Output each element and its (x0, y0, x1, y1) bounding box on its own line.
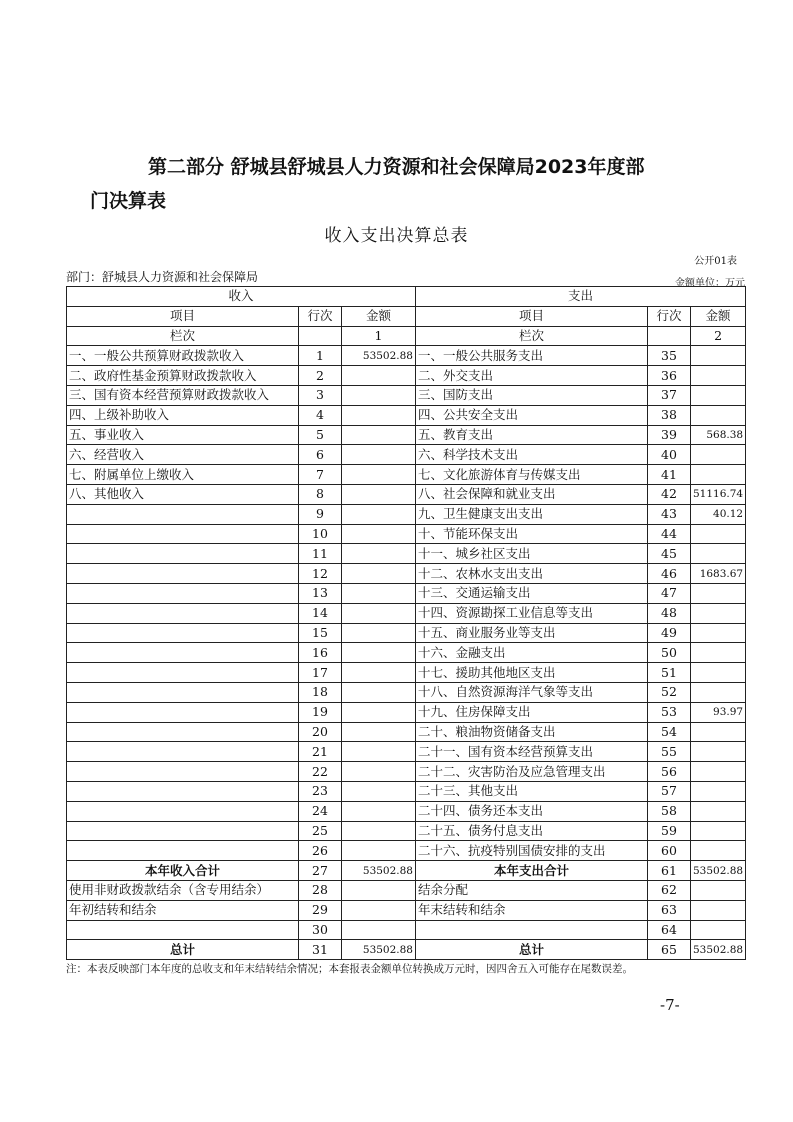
table-row (67, 643, 746, 663)
income-item (67, 762, 299, 782)
income-row-number: 22 (299, 762, 342, 782)
income-row-number: 14 (299, 603, 342, 623)
expense-item: 九、卫生健康支出支出 (416, 504, 648, 524)
income-item (67, 643, 299, 663)
expense-item: 二十六、抗疫特别国债安排的支出 (416, 841, 648, 861)
expense-item: 十七、援助其他地区支出 (416, 663, 648, 683)
expense-amount (691, 623, 746, 643)
income-amount (342, 385, 416, 405)
income-column-index: 1 (342, 326, 416, 346)
empty-cell (691, 880, 746, 900)
table-row (67, 504, 746, 524)
expense-row-number: 49 (648, 623, 691, 643)
table-row (67, 484, 746, 504)
expense-row-number: 53 (648, 702, 691, 722)
income-amount (342, 623, 416, 643)
expense-row-number: 38 (648, 405, 691, 425)
income-row-number: 6 (299, 445, 342, 465)
empty-cell (691, 900, 746, 920)
income-row-number: 2 (299, 366, 342, 386)
table-body (67, 346, 746, 861)
income-amount (342, 643, 416, 663)
income-row-number: 10 (299, 524, 342, 544)
expense-item: 二十四、债务还本支出 (416, 801, 648, 821)
expense-item: 二、外交支出 (416, 366, 648, 386)
income-row-number: 4 (299, 405, 342, 425)
income-row-number: 12 (299, 564, 342, 584)
income-amount (342, 524, 416, 544)
row-number: 29 (299, 900, 342, 920)
expense-amount (691, 366, 746, 386)
income-row-number: 11 (299, 544, 342, 564)
income-amount (342, 781, 416, 801)
income-item (67, 524, 299, 544)
expense-row-number: 58 (648, 801, 691, 821)
expense-item: 十八、自然资源海洋气象等支出 (416, 682, 648, 702)
document-title (90, 150, 720, 218)
table-row (67, 900, 746, 920)
income-amount (342, 564, 416, 584)
expense-item-header: 项目 (416, 306, 648, 326)
expense-amount (691, 742, 746, 762)
income-row-number: 21 (299, 742, 342, 762)
expense-column-index: 2 (691, 326, 746, 346)
income-item (67, 821, 299, 841)
year-expense-total-no: 61 (648, 861, 691, 881)
income-amount (342, 702, 416, 722)
income-row-number: 20 (299, 722, 342, 742)
expense-amount: 1683.67 (691, 564, 746, 584)
income-item (67, 663, 299, 683)
income-item: 二、政府性基金预算财政拨款收入 (67, 366, 299, 386)
year-income-total-amount: 53502.88 (342, 861, 416, 881)
expense-item: 二十、粮油物资储备支出 (416, 722, 648, 742)
expense-amount (691, 781, 746, 801)
year-income-total-no: 27 (299, 861, 342, 881)
expense-item: 十、节能环保支出 (416, 524, 648, 544)
income-item (67, 504, 299, 524)
income-row-number: 25 (299, 821, 342, 841)
grand-total-income-no: 31 (299, 940, 342, 960)
title-line-1: 第二部分 舒城县舒城县人力资源和社会保障局2023年度部 (148, 156, 645, 178)
expense-item: 五、教育支出 (416, 425, 648, 445)
header-row-column-index (67, 326, 746, 346)
expense-amount: 93.97 (691, 702, 746, 722)
empty-cell (342, 880, 416, 900)
income-row-number: 3 (299, 385, 342, 405)
income-amount-header: 金额 (342, 306, 416, 326)
expense-item: 十三、交通运输支出 (416, 583, 648, 603)
expense-item: 二十二、灾害防治及应急管理支出 (416, 762, 648, 782)
footnote: 注：本表反映部门本年度的总收支和年末结转结余情况；本套报表金额单位转换成万元时，因四舍五入可能存在尾数误差。 (66, 963, 633, 975)
table-row (67, 880, 746, 900)
income-amount (342, 504, 416, 524)
expense-item: 一、一般公共服务支出 (416, 346, 648, 366)
income-item: 六、经营收入 (67, 445, 299, 465)
row-number: 62 (648, 880, 691, 900)
grand-total-expense-no: 65 (648, 940, 691, 960)
table-row (67, 524, 746, 544)
table-row (67, 465, 746, 485)
income-row-number: 17 (299, 663, 342, 683)
income-row-number: 8 (299, 484, 342, 504)
income-row-number: 26 (299, 841, 342, 861)
expense-item: 十四、资源勘探工业信息等支出 (416, 603, 648, 623)
table-row (67, 346, 746, 366)
expense-amount (691, 682, 746, 702)
income-item (67, 583, 299, 603)
expense-row-number: 51 (648, 663, 691, 683)
expense-amount (691, 841, 746, 861)
income-item (67, 682, 299, 702)
table-row (67, 722, 746, 742)
income-amount (342, 801, 416, 821)
income-header: 收入 (67, 287, 416, 307)
table-row (67, 742, 746, 762)
empty-cell (416, 920, 648, 940)
table-row (67, 623, 746, 643)
income-amount (342, 366, 416, 386)
income-amount (342, 405, 416, 425)
expense-amount (691, 385, 746, 405)
expense-amount (691, 445, 746, 465)
income-amount (342, 465, 416, 485)
income-item (67, 722, 299, 742)
closing-balance-label: 年末结转和结余 (416, 900, 648, 920)
income-amount (342, 821, 416, 841)
income-row-number: 16 (299, 643, 342, 663)
grand-total-expense-amount: 53502.88 (691, 940, 746, 960)
expense-item: 十六、金融支出 (416, 643, 648, 663)
unit-label: 金额单位：万元 (675, 278, 745, 289)
expense-amount (691, 583, 746, 603)
expense-amount (691, 524, 746, 544)
expense-amount (691, 663, 746, 683)
income-item: 四、上级补助收入 (67, 405, 299, 425)
income-row-number: 5 (299, 425, 342, 445)
income-item: 一、一般公共预算财政拨款收入 (67, 346, 299, 366)
grand-total-income-amount: 53502.88 (342, 940, 416, 960)
expense-header: 支出 (416, 287, 746, 307)
expense-row-number: 40 (648, 445, 691, 465)
expense-item: 二十一、国有资本经营预算支出 (416, 742, 648, 762)
table-row (67, 821, 746, 841)
table-row (67, 366, 746, 386)
income-amount (342, 841, 416, 861)
table-row (67, 603, 746, 623)
income-item (67, 623, 299, 643)
grand-total-income-label: 总计 (67, 940, 299, 960)
income-item (67, 702, 299, 722)
grand-total-row (67, 940, 746, 960)
table-row (67, 762, 746, 782)
income-row-number: 19 (299, 702, 342, 722)
expense-amount: 568.38 (691, 425, 746, 445)
expense-row-number: 60 (648, 841, 691, 861)
empty-cell (691, 920, 746, 940)
table-title: 收入支出决算总表 (324, 226, 469, 246)
expense-row-number: 46 (648, 564, 691, 584)
expense-row-number: 48 (648, 603, 691, 623)
department-label: 部门：舒城县人力资源和社会保障局 (66, 270, 259, 284)
expense-row-number: 37 (648, 385, 691, 405)
row-number: 30 (299, 920, 342, 940)
expense-amount-header: 金额 (691, 306, 746, 326)
income-item (67, 544, 299, 564)
income-item: 五、事业收入 (67, 425, 299, 445)
expense-row-number: 36 (648, 366, 691, 386)
expense-row-number: 54 (648, 722, 691, 742)
expense-column-label: 栏次 (416, 326, 648, 346)
expense-row-number: 47 (648, 583, 691, 603)
empty-cell (342, 900, 416, 920)
table-row (67, 781, 746, 801)
empty-cell (342, 920, 416, 940)
table-row (67, 841, 746, 861)
income-item (67, 603, 299, 623)
expense-row-header: 行次 (648, 306, 691, 326)
expense-amount (691, 405, 746, 425)
expense-amount: 40.12 (691, 504, 746, 524)
expense-item: 八、社会保障和就业支出 (416, 484, 648, 504)
expense-item: 四、公共安全支出 (416, 405, 648, 425)
income-row-number: 24 (299, 801, 342, 821)
income-row-number: 1 (299, 346, 342, 366)
income-amount: 53502.88 (342, 346, 416, 366)
income-row-number: 15 (299, 623, 342, 643)
table-row (67, 801, 746, 821)
income-row-number: 23 (299, 781, 342, 801)
income-row-header: 行次 (299, 306, 342, 326)
year-income-total-label: 本年收入合计 (67, 861, 299, 881)
income-row-number: 7 (299, 465, 342, 485)
income-row-number: 18 (299, 682, 342, 702)
header-row-columns (67, 306, 746, 326)
expense-item: 七、文化旅游体育与传媒支出 (416, 465, 648, 485)
page-number: -7- (660, 996, 680, 1014)
row-number: 63 (648, 900, 691, 920)
expense-item: 十五、商业服务业等支出 (416, 623, 648, 643)
expense-row-number: 43 (648, 504, 691, 524)
opening-balance-label: 年初结转和结余 (67, 900, 299, 920)
table-row (67, 564, 746, 584)
expense-amount (691, 643, 746, 663)
empty-cell (648, 326, 691, 346)
non-fiscal-balance-label: 使用非财政拨款结余（含专用结余） (67, 880, 299, 900)
income-item: 三、国有资本经营预算财政拨款收入 (67, 385, 299, 405)
expense-amount (691, 821, 746, 841)
table-row (67, 385, 746, 405)
expense-amount (691, 801, 746, 821)
expense-row-number: 42 (648, 484, 691, 504)
income-amount (342, 682, 416, 702)
expense-row-number: 50 (648, 643, 691, 663)
expense-amount (691, 465, 746, 485)
income-amount (342, 484, 416, 504)
empty-cell (299, 326, 342, 346)
expense-row-number: 57 (648, 781, 691, 801)
row-number: 64 (648, 920, 691, 940)
income-row-number: 9 (299, 504, 342, 524)
table-row (67, 920, 746, 940)
expense-amount (691, 544, 746, 564)
expense-item: 二十五、债务付息支出 (416, 821, 648, 841)
empty-cell (67, 920, 299, 940)
income-item (67, 742, 299, 762)
expense-item: 十二、农林水支出支出 (416, 564, 648, 584)
year-expense-total-amount: 53502.88 (691, 861, 746, 881)
expense-row-number: 56 (648, 762, 691, 782)
income-item: 七、附属单位上缴收入 (67, 465, 299, 485)
table-row (67, 445, 746, 465)
income-amount (342, 445, 416, 465)
expense-item: 二十三、其他支出 (416, 781, 648, 801)
income-amount (342, 544, 416, 564)
income-amount (342, 425, 416, 445)
income-amount (342, 603, 416, 623)
expense-row-number: 59 (648, 821, 691, 841)
income-expense-table (66, 286, 746, 960)
table-row (67, 425, 746, 445)
table-row (67, 663, 746, 683)
income-amount (342, 663, 416, 683)
expense-amount (691, 603, 746, 623)
table-row (67, 702, 746, 722)
expense-amount (691, 722, 746, 742)
expense-item: 三、国防支出 (416, 385, 648, 405)
expense-row-number: 41 (648, 465, 691, 485)
expense-amount (691, 346, 746, 366)
expense-amount: 51116.74 (691, 484, 746, 504)
table-row (67, 583, 746, 603)
expense-row-number: 45 (648, 544, 691, 564)
expense-item: 十九、住房保障支出 (416, 702, 648, 722)
title-line-2: 门决算表 (90, 190, 167, 212)
income-item (67, 564, 299, 584)
income-amount (342, 742, 416, 762)
income-column-label: 栏次 (67, 326, 299, 346)
income-item: 八、其他收入 (67, 484, 299, 504)
expense-item: 十一、城乡社区支出 (416, 544, 648, 564)
expense-row-number: 44 (648, 524, 691, 544)
header-row-sections (67, 287, 746, 307)
table-row (67, 544, 746, 564)
income-amount (342, 583, 416, 603)
table-totals (67, 861, 746, 960)
expense-row-number: 39 (648, 425, 691, 445)
income-item (67, 841, 299, 861)
income-amount (342, 762, 416, 782)
grand-total-expense-label: 总计 (416, 940, 648, 960)
row-number: 28 (299, 880, 342, 900)
income-row-number: 13 (299, 583, 342, 603)
expense-row-number: 55 (648, 742, 691, 762)
expense-item: 六、科学技术支出 (416, 445, 648, 465)
surplus-distribution-label: 结余分配 (416, 880, 648, 900)
table-row (67, 682, 746, 702)
expense-amount (691, 762, 746, 782)
year-expense-total-label: 本年支出合计 (416, 861, 648, 881)
income-item-header: 项目 (67, 306, 299, 326)
income-amount (342, 722, 416, 742)
table-row (67, 405, 746, 425)
expense-row-number: 52 (648, 682, 691, 702)
expense-row-number: 35 (648, 346, 691, 366)
income-item (67, 781, 299, 801)
income-item (67, 801, 299, 821)
form-code: 公开01表 (694, 256, 737, 267)
year-total-row (67, 861, 746, 881)
